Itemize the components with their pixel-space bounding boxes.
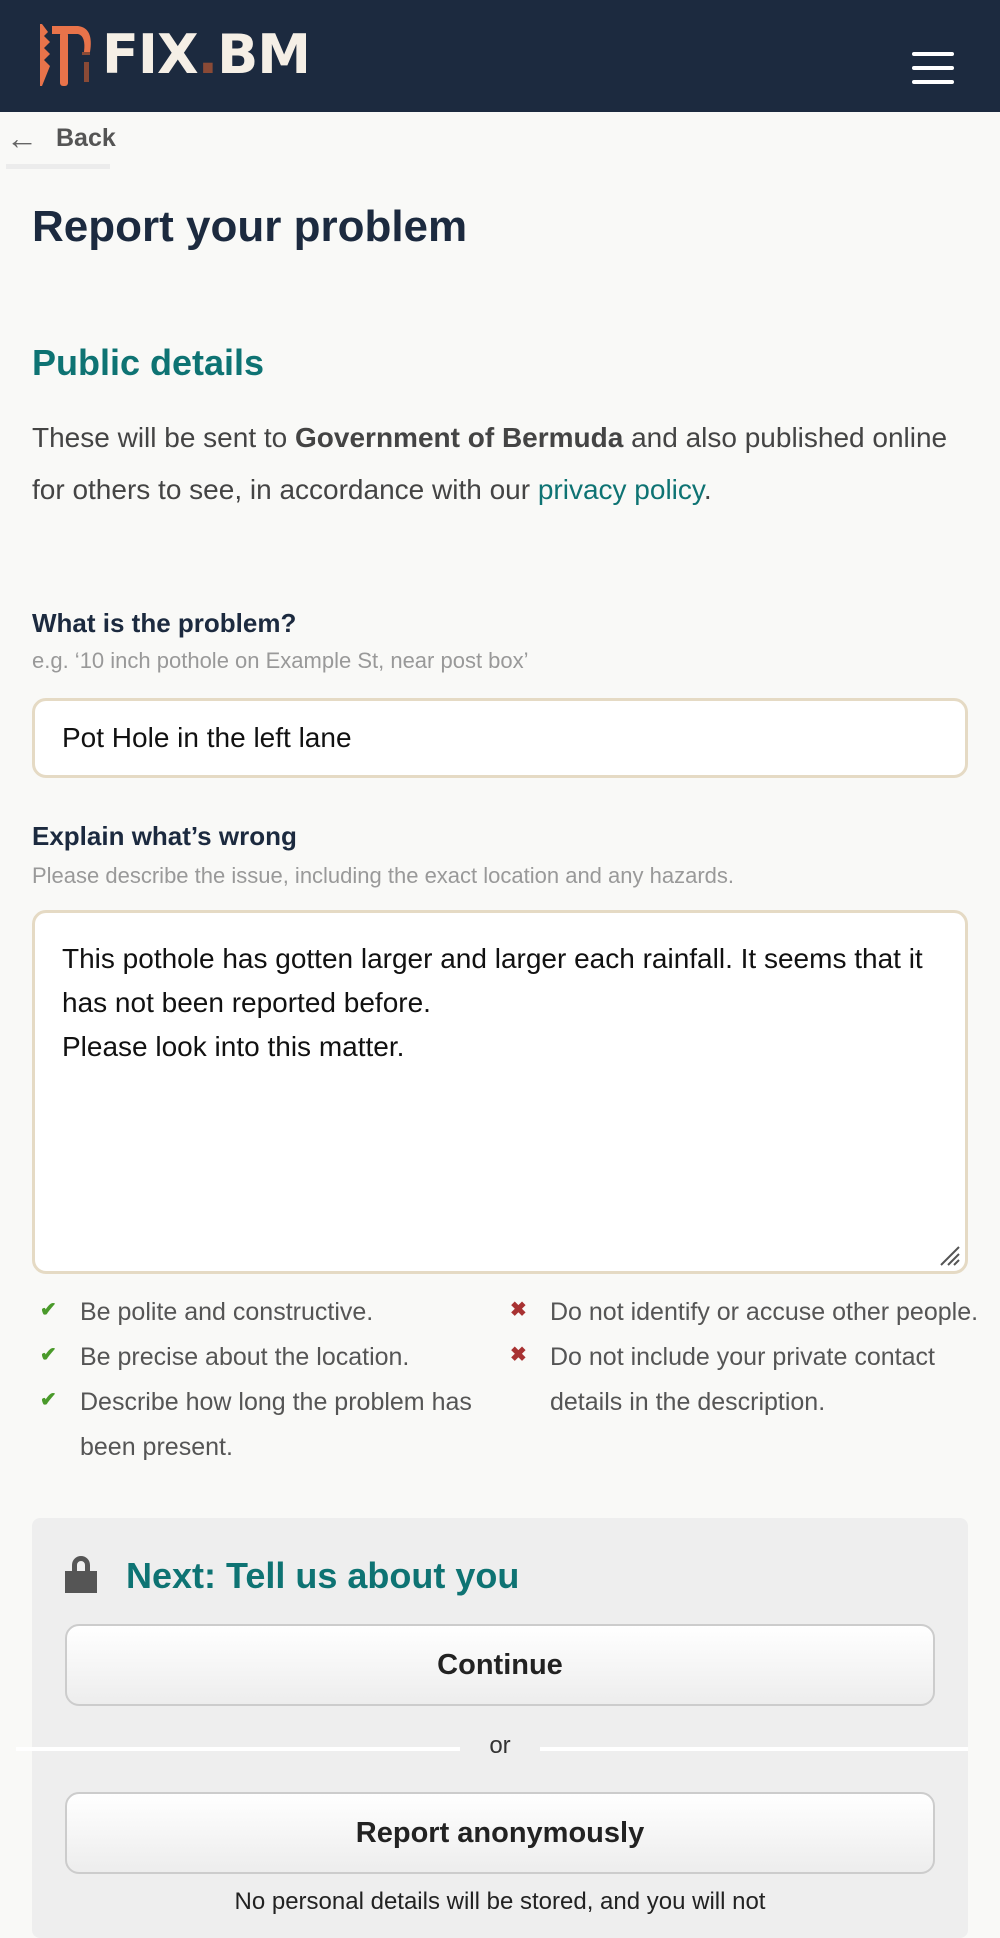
detail-label: Explain what’s wrong (32, 821, 297, 851)
tools-logo-icon (38, 22, 98, 88)
back-label: Back (56, 123, 116, 152)
tip-do: ✔ Be precise about the location. (40, 1335, 480, 1380)
site-logo[interactable] (38, 22, 310, 88)
back-underline (6, 164, 110, 169)
lock-icon (65, 1555, 97, 1593)
tip-do: ✔ Be polite and constructive. (40, 1290, 480, 1335)
detail-textarea[interactable] (32, 910, 968, 1274)
anonymous-note: No personal details will be stored, and you will not (234, 1888, 766, 1915)
site-header (0, 0, 1000, 112)
privacy-policy-link[interactable]: privacy policy (537, 474, 704, 505)
tip-dont: ✖ Do not include your private contact details in the description. (510, 1335, 980, 1425)
cross-icon: ✖ (510, 1344, 527, 1366)
back-arrow-icon: ← (6, 120, 38, 156)
check-icon: ✔ (40, 1344, 57, 1366)
public-details-intro: These will be sent to Government of Bermuda and also published online for others to see, in accordance with our privacy policy. (32, 422, 948, 505)
detail-text: This pothole has gotten larger and larger each rainfall. It seems that it has not been reported before. Please look into this matter. (62, 943, 923, 1062)
cross-icon: ✖ (510, 1299, 527, 1321)
title-input[interactable]: Pot Hole in the left lane (32, 698, 968, 778)
resize-handle-icon[interactable] (939, 1245, 961, 1267)
page-title: Report your problem (32, 202, 468, 251)
back-link[interactable] (6, 120, 116, 156)
tip-do: ✔ Describe how long the problem has been present. (40, 1380, 480, 1470)
title-hint: e.g. ‘10 inch pothole on Example St, near post box’ (32, 648, 529, 673)
report-anonymously-button[interactable]: Report anonymously (65, 1792, 935, 1874)
dont-tips-list (510, 1290, 980, 1425)
next-heading: Next: Tell us about you (126, 1555, 520, 1596)
or-label: or (460, 1732, 540, 1760)
public-details-heading: Public details (32, 342, 265, 383)
check-icon: ✔ (40, 1299, 57, 1321)
detail-hint: Please describe the issue, including the exact location and any hazards. (32, 863, 734, 888)
continue-button[interactable]: Continue (65, 1624, 935, 1706)
check-icon: ✔ (40, 1389, 57, 1411)
logo-text: FIX.BM (102, 23, 311, 86)
title-label: What is the problem? (32, 608, 297, 638)
tip-dont: ✖ Do not identify or accuse other people. (510, 1290, 980, 1335)
do-tips-list (40, 1290, 480, 1470)
hamburger-menu-icon[interactable] (912, 52, 954, 88)
